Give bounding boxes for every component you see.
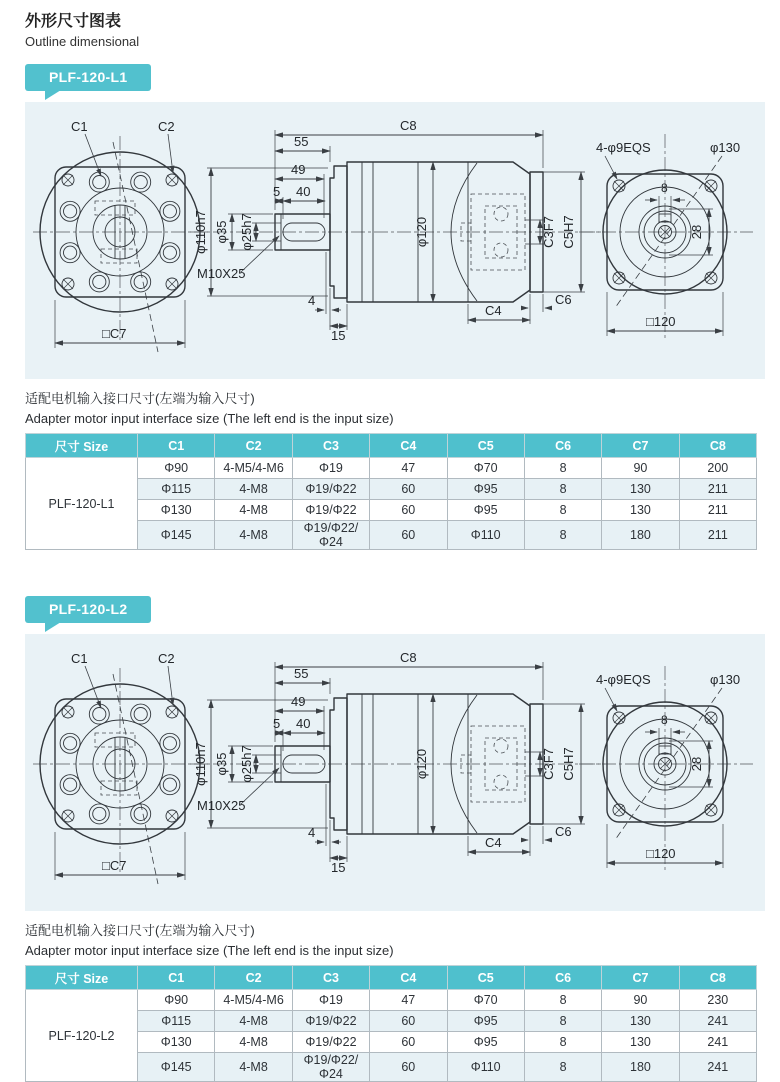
- cell: 130: [602, 1011, 679, 1032]
- dim-label-5: 5: [273, 716, 281, 731]
- header-c2: C2: [215, 434, 292, 458]
- header-c5: C5: [447, 434, 524, 458]
- rear-view: [579, 666, 753, 872]
- cell: Φ70: [447, 458, 524, 479]
- cell: 130: [602, 1032, 679, 1053]
- cell: Φ95: [447, 1032, 524, 1053]
- dim-label-c1: C1: [71, 651, 88, 666]
- cell: Φ95: [447, 479, 524, 500]
- cell: 211: [679, 479, 756, 500]
- dim-label-m10x25: M10X25: [197, 798, 246, 813]
- dim-label-5: 5: [273, 184, 281, 199]
- dim-label-49: 49: [291, 162, 306, 177]
- header-c7: C7: [602, 966, 679, 990]
- cell: 180: [602, 1053, 679, 1082]
- cell: 4-M8: [215, 500, 292, 521]
- cell: 200: [679, 458, 756, 479]
- drawing-panel-l1: [25, 102, 765, 379]
- header-c5: C5: [447, 966, 524, 990]
- header-c7: C7: [602, 434, 679, 458]
- rear-view: [579, 134, 753, 340]
- header-c1: C1: [138, 434, 215, 458]
- dim-label-eqs: 4-φ9EQS: [596, 140, 651, 155]
- dimension-table-l1: [25, 433, 757, 550]
- note-zh-l1: 适配电机输入接口尺寸(左端为输入尺寸): [25, 391, 255, 406]
- dim-label-c7: □C7: [102, 326, 127, 341]
- cell: 60: [370, 479, 447, 500]
- note-en-l1: Adapter motor input interface size (The left end is the input size): [25, 411, 394, 426]
- cell: 60: [370, 1011, 447, 1032]
- dim-label-28: 28: [689, 224, 704, 240]
- dim-label-m10x25: M10X25: [197, 266, 246, 281]
- header-c4: C4: [370, 966, 447, 990]
- cell: Φ110: [447, 521, 524, 550]
- cell: Φ95: [447, 1011, 524, 1032]
- dim-label-28: 28: [689, 756, 704, 772]
- cell: Φ19/Φ22/Φ24: [292, 1053, 369, 1082]
- cell: 4-M8: [215, 1011, 292, 1032]
- cell: 90: [602, 990, 679, 1011]
- cell: 4-M8: [215, 1053, 292, 1082]
- cell: Φ90: [138, 990, 215, 1011]
- side-view: [190, 650, 605, 875]
- header-c6: C6: [524, 434, 601, 458]
- cell: 90: [602, 458, 679, 479]
- cell: 60: [370, 521, 447, 550]
- dim-label-c2: C2: [158, 651, 175, 666]
- header-c1: C1: [138, 966, 215, 990]
- table-header-row: [26, 966, 757, 990]
- header-size: 尺寸 Size: [26, 434, 138, 458]
- header-c3: C3: [292, 434, 369, 458]
- cell: 60: [370, 1032, 447, 1053]
- cell: 241: [679, 1032, 756, 1053]
- cell: 8: [524, 990, 601, 1011]
- cell: Φ95: [447, 500, 524, 521]
- gearbox-drawing: [25, 102, 765, 379]
- dim-label-dia25h7: φ25h7: [239, 213, 254, 251]
- cell: Φ70: [447, 990, 524, 1011]
- dim-label-c5h7: C5H7: [561, 747, 576, 781]
- cell: 8: [524, 458, 601, 479]
- section-plf-120-l1: [25, 49, 768, 550]
- model-cell: PLF-120-L1: [26, 458, 138, 550]
- dim-label-15: 15: [331, 860, 346, 875]
- front-view: [33, 119, 209, 352]
- dim-label-c6: C6: [555, 292, 572, 307]
- dim-label-40: 40: [296, 716, 311, 731]
- cell: 8: [524, 500, 601, 521]
- dim-label-8: 8: [661, 713, 668, 727]
- cell: 47: [370, 990, 447, 1011]
- dim-label-c1: C1: [71, 119, 88, 134]
- dim-label-c8: C8: [400, 118, 417, 133]
- cell: 211: [679, 500, 756, 521]
- cell: Φ19: [292, 990, 369, 1011]
- cell: Φ19/Φ22: [292, 1011, 369, 1032]
- dim-label-4: 4: [308, 825, 316, 840]
- table-row: [26, 990, 757, 1011]
- cell: Φ115: [138, 1011, 215, 1032]
- dim-label-4: 4: [308, 293, 316, 308]
- dim-label-c3f7: C3F7: [541, 216, 556, 248]
- cell: 4-M8: [215, 521, 292, 550]
- cell: Φ115: [138, 479, 215, 500]
- cell: 230: [679, 990, 756, 1011]
- header-size: 尺寸 Size: [26, 966, 138, 990]
- dim-label-dia110h7: φ110h7: [193, 742, 208, 786]
- cell: Φ19/Φ22/Φ24: [292, 521, 369, 550]
- header-c2: C2: [215, 966, 292, 990]
- cell: Φ19/Φ22: [292, 1032, 369, 1053]
- cell: 47: [370, 458, 447, 479]
- page-title: 外形尺寸图表: [25, 13, 122, 30]
- dim-label-dia130: φ130: [710, 672, 741, 687]
- note-zh-l2: 适配电机输入接口尺寸(左端为输入尺寸): [25, 923, 255, 938]
- cell: 211: [679, 521, 756, 550]
- dim-label-dia25h7: φ25h7: [239, 745, 254, 783]
- dim-label-c3f7: C3F7: [541, 748, 556, 780]
- dim-label-c4: C4: [485, 303, 502, 318]
- front-view: [33, 651, 209, 884]
- dim-label-55: 55: [294, 666, 309, 681]
- header-c3: C3: [292, 966, 369, 990]
- header-c6: C6: [524, 966, 601, 990]
- cell: 241: [679, 1053, 756, 1082]
- cell: Φ19/Φ22: [292, 500, 369, 521]
- cell: Φ90: [138, 458, 215, 479]
- model-cell: PLF-120-L2: [26, 990, 138, 1082]
- cell: 8: [524, 1011, 601, 1032]
- cell: 180: [602, 521, 679, 550]
- cell: 60: [370, 1053, 447, 1082]
- dim-label-55: 55: [294, 134, 309, 149]
- dim-label-15: 15: [331, 328, 346, 343]
- dimension-table-l2: [25, 965, 757, 1082]
- cell: Φ19: [292, 458, 369, 479]
- dim-label-dia120: φ120: [414, 216, 429, 248]
- dim-label-dia35: φ35: [214, 220, 229, 244]
- cell: Φ145: [138, 521, 215, 550]
- dim-label-dia130: φ130: [710, 140, 741, 155]
- dim-label-c4: C4: [485, 835, 502, 850]
- cell: Φ110: [447, 1053, 524, 1082]
- drawing-panel-l2: [25, 634, 765, 911]
- cell: 8: [524, 1053, 601, 1082]
- dim-label-40: 40: [296, 184, 311, 199]
- side-view: [190, 118, 605, 343]
- cell: Φ130: [138, 500, 215, 521]
- note-en-l2: Adapter motor input interface size (The left end is the input size): [25, 943, 394, 958]
- cell: 4-M8: [215, 1032, 292, 1053]
- dim-label-sq120: □120: [646, 846, 676, 861]
- section-plf-120-l2: [25, 581, 768, 1082]
- dim-label-8: 8: [661, 181, 668, 195]
- dim-label-c8: C8: [400, 650, 417, 665]
- cell: 4-M8: [215, 479, 292, 500]
- cell: 60: [370, 500, 447, 521]
- cell: 8: [524, 1032, 601, 1053]
- dim-label-c5h7: C5H7: [561, 215, 576, 249]
- model-badge-l2: PLF-120-L2: [25, 596, 151, 623]
- table-row: [26, 458, 757, 479]
- dim-label-c2: C2: [158, 119, 175, 134]
- cell: Φ19/Φ22: [292, 479, 369, 500]
- dim-label-c7: □C7: [102, 858, 127, 873]
- cell: 4-M5/4-M6: [215, 458, 292, 479]
- table-header-row: [26, 434, 757, 458]
- model-badge-l1: PLF-120-L1: [25, 64, 151, 91]
- header-c8: C8: [679, 434, 756, 458]
- cell: Φ145: [138, 1053, 215, 1082]
- header-c8: C8: [679, 966, 756, 990]
- gearbox-drawing: [25, 634, 765, 911]
- dim-label-sq120: □120: [646, 314, 676, 329]
- cell: 130: [602, 500, 679, 521]
- cell: 8: [524, 479, 601, 500]
- dim-label-49: 49: [291, 694, 306, 709]
- cell: 130: [602, 479, 679, 500]
- page-subtitle: Outline dimensional: [25, 34, 140, 49]
- dim-label-dia120: φ120: [414, 748, 429, 780]
- cell: 4-M5/4-M6: [215, 990, 292, 1011]
- dim-label-c6: C6: [555, 824, 572, 839]
- dim-label-eqs: 4-φ9EQS: [596, 672, 651, 687]
- dim-label-dia35: φ35: [214, 752, 229, 776]
- dim-label-dia110h7: φ110h7: [193, 210, 208, 254]
- header-c4: C4: [370, 434, 447, 458]
- cell: 241: [679, 1011, 756, 1032]
- cell: 8: [524, 521, 601, 550]
- cell: Φ130: [138, 1032, 215, 1053]
